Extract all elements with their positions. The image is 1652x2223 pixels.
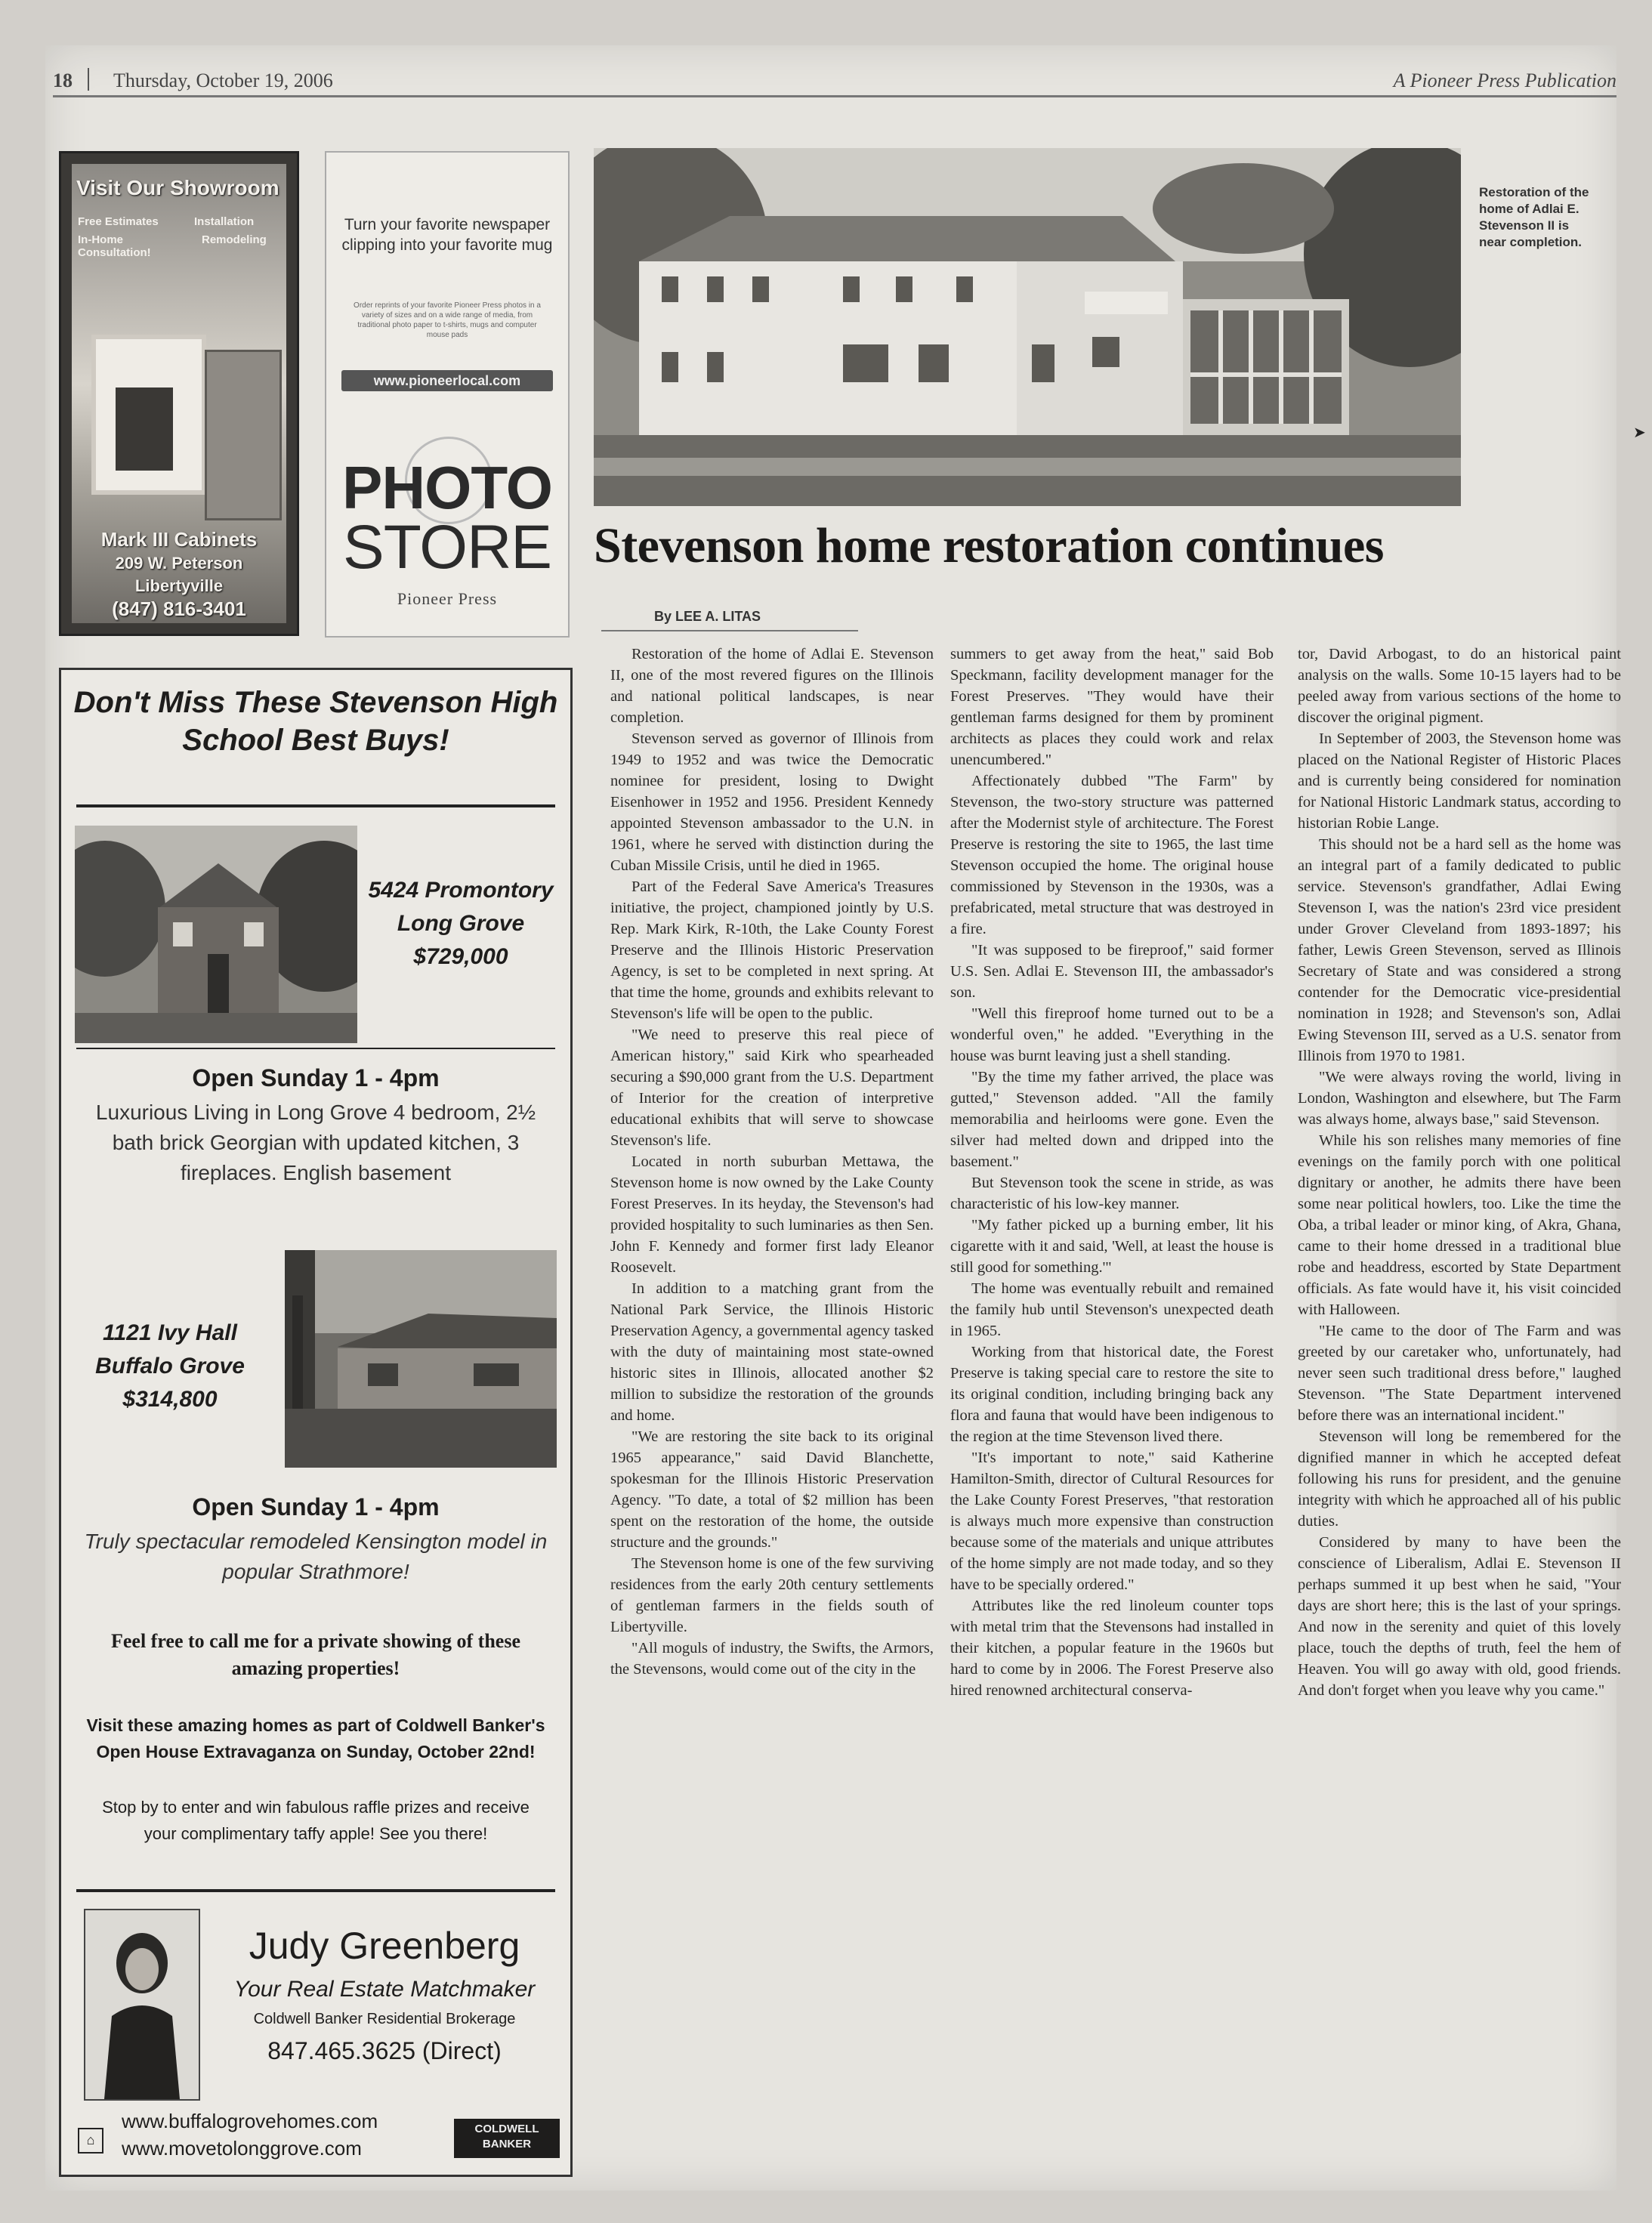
listing1-photo — [75, 826, 357, 1043]
article-paragraph: Restoration of the home of Adlai E. Stevenson II, one of the most revered figures on the Illinois and national political landscapes, is near completion. — [610, 646, 934, 726]
article-paragraph: Working from that historical date, the Forest Preserve is taking special care to restore the site to its original condition, including bringing back any flora and fauna that would have been indigenous to the region at the time Stevenson lived there. — [950, 1344, 1274, 1445]
coldwell-banker-logo: COLDWELL BANKER — [454, 2119, 560, 2158]
article-paragraph: "It's important to note," said Katherine Hamilton-Smith, director of Cultural Resources for the Lake County Forest Preserves, "that restoration is always much more expensive than construction because some of the materials and unique attributes of the home simply are not made today, and so they have to be specially ordered." — [950, 1450, 1274, 1593]
fireplace-opening — [116, 387, 173, 471]
article-paragraph: "All moguls of industry, the Swifts, the Armors, the Stevensons, would come out of the city in the — [610, 1640, 934, 1678]
cabinet-showroom-ad — [59, 151, 299, 636]
listing1-address — [359, 874, 563, 974]
brokerage-name: Coldwell Banker Residential Brokerage — [253, 2011, 516, 2027]
listing1-price: $729,000 — [413, 944, 508, 969]
article-column-2 — [950, 644, 1274, 2162]
article-paragraph: "We need to preserve this real piece of American history," said Kirk who spearheaded securing a $90,000 grant from the U.S. Department of Interior for the creation of interpretive educational exhibits that will serve to showcase Stevenson's life. — [610, 1027, 934, 1149]
photo-store-ad — [325, 151, 570, 638]
article-column-1 — [610, 644, 934, 2162]
store-logo-text: STORE — [343, 513, 551, 582]
listing1-description: Luxurious Living in Long Grove 4 bedroom, 2½ bath brick Georgian with updated kitchen, 3 fireplaces. English basement — [95, 1101, 536, 1184]
article-headline: Stevenson home restoration continues — [594, 518, 1384, 573]
margin-mark: ➤ — [1633, 425, 1646, 441]
agent-title: Your Real Estate Matchmaker — [233, 1977, 536, 2002]
listing1-open-house: Open Sunday 1 - 4pm — [192, 1064, 440, 1091]
service-remodeling: Remodeling — [202, 233, 267, 246]
service-consultation: In-Home Consultation! — [78, 233, 151, 259]
listing2-price: $314,800 — [122, 1387, 218, 1412]
agent-portrait-image — [85, 1910, 199, 2099]
ad-divider — [76, 1048, 555, 1049]
article-paragraph: In September of 2003, the Stevenson home was placed on the National Register of Historic Places and is currently being considered for nomination for National Historic Landmark status, according to historian Robie Lange. — [1298, 730, 1621, 832]
article-paragraph: "By the time my father arrived, the place was gutted," Stevenson added. "All the family memorabilia and heirlooms were gone. Even the silver had melted down and dripped into the basement." — [950, 1069, 1274, 1170]
listing2-open-house: Open Sunday 1 - 4pm — [192, 1493, 440, 1521]
website-link-1[interactable]: www.buffalogrovehomes.com — [122, 2110, 378, 2132]
listing2-photo — [285, 1250, 557, 1468]
article-paragraph: Affectionately dubbed "The Farm" by Stevenson, the two-story structure was patterned after the Modernist style of architecture. The Forest Preserve is restoring the site to 1965, the last time Stevenson occupied the home. The original house commissioned by Stevenson in the 1930s, was a prefabricated, metal structure that was destroyed in a fire. — [950, 773, 1274, 937]
listing2-address — [72, 1317, 268, 1416]
publication-name: A Pioneer Press Publication — [1393, 69, 1616, 91]
cabinet-unit — [205, 350, 282, 520]
byline-rule — [601, 630, 858, 631]
article-paragraph: summers to get away from the heat," said Bob Speckmann, facility development manager for the Forest Preserves. "They would have their gentleman farms designed for them by prominent architects as places they could work and relax unencumbered." — [950, 646, 1274, 768]
article-paragraph: "We are restoring the site back to its original 1965 appearance," said David Blanchette, spokesman for the Illinois Historic Preservation Agency. "To date, a total of $2 million has been spent on the restoration of the home, the outside structure and the grounds." — [610, 1428, 934, 1551]
article-paragraph: The home was eventually rebuilt and remained the family hub until Stevenson's unexpected death in 1965. — [950, 1280, 1274, 1339]
listing1-town: Long Grove — [397, 911, 525, 936]
showroom-headline: Visit Our Showroom — [76, 176, 279, 199]
photo-store-url[interactable]: www.pioneerlocal.com — [341, 370, 553, 391]
agent-phone: 847.465.3625 (Direct) — [267, 2037, 502, 2064]
photo-store-fine-print: Order reprints of your favorite Pioneer Press photos in a variety of sizes and on a wide range of media, from traditional photo paper to t-shirts, mugs and computer mouse pads — [354, 301, 541, 339]
article-paragraph: "He came to the door of The Farm and was greeted by our caretaker who, unfortunately, had never seen such traditional dress before," laughed Stevenson. "The State Department intervened before there was an international incident." — [1298, 1323, 1621, 1424]
service-estimates: Free Estimates — [78, 215, 159, 228]
page-number: 18 — [53, 69, 73, 91]
header-rule — [53, 95, 1616, 97]
folio-divider — [88, 68, 89, 91]
listing2-description: Truly spectacular remodeled Kensington model in popular Strathmore! — [84, 1530, 548, 1583]
article-paragraph: But Stevenson took the scene in stride, as was characteristic of his low-key manner. — [950, 1175, 1274, 1212]
business-name: Mark III Cabinets — [100, 528, 258, 551]
brick-house-image — [75, 826, 357, 1043]
article-paragraph: Considered by many to have been the conscience of Liberalism, Adlai E. Stevenson II perhaps summed it up best when he said, "Your days are short here; this is the last of your springs. And now in the serenity and quiet of this lovely place, touch the depths of truth, feel the hem of Heaven. You will go away with old, good friends. And don't forget when you leave why you came." — [1298, 1534, 1621, 1699]
page-folio — [53, 65, 1616, 98]
listing2-town: Buffalo Grove — [95, 1354, 245, 1379]
business-address: 209 W. Peterson — [115, 554, 243, 573]
website-link-2[interactable]: www.movetolonggrove.com — [122, 2137, 362, 2160]
service-installation: Installation — [194, 215, 255, 228]
photo-caption: Restoration of the home of Adlai E. Stevenson II is near completion. — [1479, 185, 1589, 249]
article-paragraph: While his son relishes many memories of fine evenings on the family porch with one political dignitary or another, he admits there have been some near political howlers, too. Like the time the Oba, a tribal leader or minor king, of Akra, Ghana, came to their home dressed in a traditional blue robe and headdress, escorted by State Department officials. As fate would have it, his visit coincided with Halloween. — [1298, 1132, 1621, 1318]
article-paragraph: tor, David Arbogast, to do an historical paint analysis on the walls. Some 10-15 layers had to be peeled away from various sections of the home to discover the original pigment. — [1298, 646, 1621, 726]
article-paragraph: Attributes like the red linoleum counter tops with metal trim that the Stevensons had installed in their kitchen, a popular feature in the 1960s but hard to come by in 2006. The Forest Preserve also hired renowned architectural conserva- — [950, 1598, 1274, 1699]
listing2-street: 1121 Ivy Hall — [103, 1320, 237, 1345]
restored-house-image — [594, 148, 1461, 506]
article-paragraph: Part of the Federal Save America's Treasures initiative, the project, championed jointly by U.S. Rep. Mark Kirk, R-10th, the Lake County Forest Preserve and the Illinois Historic Preservation Agency, is set to be completed in next spring. At that time the home, grounds and exhibits relevant to Stevenson's life will be open to the public. — [610, 878, 934, 1022]
equal-housing-icon: ⌂ — [78, 2128, 103, 2154]
article-column-3 — [1298, 644, 1621, 2162]
agent-name: Judy Greenberg — [249, 1925, 520, 1967]
business-city: Libertyville — [134, 576, 224, 595]
photo-store-tagline: Turn your favorite newspaper clipping into your favorite mug — [341, 216, 553, 254]
article-paragraph: The Stevenson home is one of the few surviving residences from the early 20th century settlements of gentleman farmers in the fields south of Libertyville. — [610, 1555, 934, 1635]
article-paragraph: Stevenson will long be remembered for the dignified manner in which he accepted defeat following his runs for president, and the genuine integrity with which he approached all of his public duties. — [1298, 1428, 1621, 1530]
stevenson-home-photo — [594, 148, 1461, 506]
real-estate-ad — [59, 668, 573, 2177]
article-paragraph: In addition to a matching grant from the National Park Service, the Illinois Historic Preservation Agency, a governmental agency tasked with the duty of maintaining most state-owned historic sites in Illinois, allocated another $2 million to subsidize the restoration of the grounds and home. — [610, 1280, 934, 1424]
article-paragraph: Located in north suburban Mettawa, the Stevenson home is now owned by the Lake County Forest Preserves. In its heyday, the Stevenson's had provided hospitality to such luminaries as then Sen. John F. Kennedy and former first lady Eleanor Roosevelt. — [610, 1153, 934, 1276]
article-paragraph: "Well this fireproof home turned out to be a wonderful oven," he added. "Everything in the house was burnt leaving just a shell standing. — [950, 1005, 1274, 1064]
article-paragraph: "It was supposed to be fireproof," said former U.S. Sen. Adlai E. Stevenson III, the ambassador's son. — [950, 942, 1274, 1001]
business-phone: (847) 816-3401 — [112, 597, 246, 620]
private-showing-callout: Feel free to call me for a private showing of these amazing properties! — [110, 1630, 520, 1679]
listing1-street: 5424 Promontory — [368, 878, 554, 903]
open-house-event: Visit these amazing homes as part of Coldwell Banker's Open House Extravaganza on Sunday, October 22nd! — [86, 1715, 545, 1761]
article-paragraph: This should not be a hard sell as the home was an integral part of a family dedicated to public service. Stevenson's grandfather, Adlai Ewing Stevenson I, was the nation's 23rd vice president under Grover Cleveland from 1893-1897; his father, Lewis Green Stevenson, served as Illinois Secretary of State and was considered a strong contender for the Democratic vice-presidential nomination in 1928; and Stevenson's son, Adlai Ewing Stevenson III, served as a U.S. senator from Illinois from 1970 to 1981. — [1298, 836, 1621, 1064]
ad-divider — [76, 1889, 555, 1892]
ranch-house-image — [285, 1250, 557, 1468]
agent-photo — [84, 1909, 200, 2101]
article-paragraph: Stevenson served as governor of Illinois from 1949 to 1952 and was twice the Democratic nominee for president, losing to Dwight Eisenhower in 1952 and 1956. President Kennedy appointed Stevenson ambassador to the U.N. in 1961, where he served with distinction during the Cuban Missile Crisis, until he died in 1965. — [610, 730, 934, 874]
issue-date: Thursday, October 19, 2006 — [113, 69, 333, 91]
article-byline: By LEE A. LITAS — [654, 609, 761, 624]
real-estate-ad-title: Don't Miss These Stevenson High School Best Buys! — [73, 686, 558, 757]
photo-logo-text: PHOTO — [341, 454, 552, 521]
article-paragraph: "We were always roving the world, living in London, Washington and elsewhere, but The Farm was always home, always base," said Stevenson. — [1298, 1069, 1621, 1128]
ad-divider — [76, 804, 555, 807]
article-paragraph: "My father picked up a burning ember, lit his cigarette with it and said, 'Well, at least the house is still good for something.'" — [950, 1217, 1274, 1276]
pioneer-press-brand: Pioneer Press — [397, 589, 498, 608]
open-house-details: Stop by to enter and win fabulous raffle prizes and receive your complimentary taffy apple! See you there! — [102, 1798, 530, 1843]
